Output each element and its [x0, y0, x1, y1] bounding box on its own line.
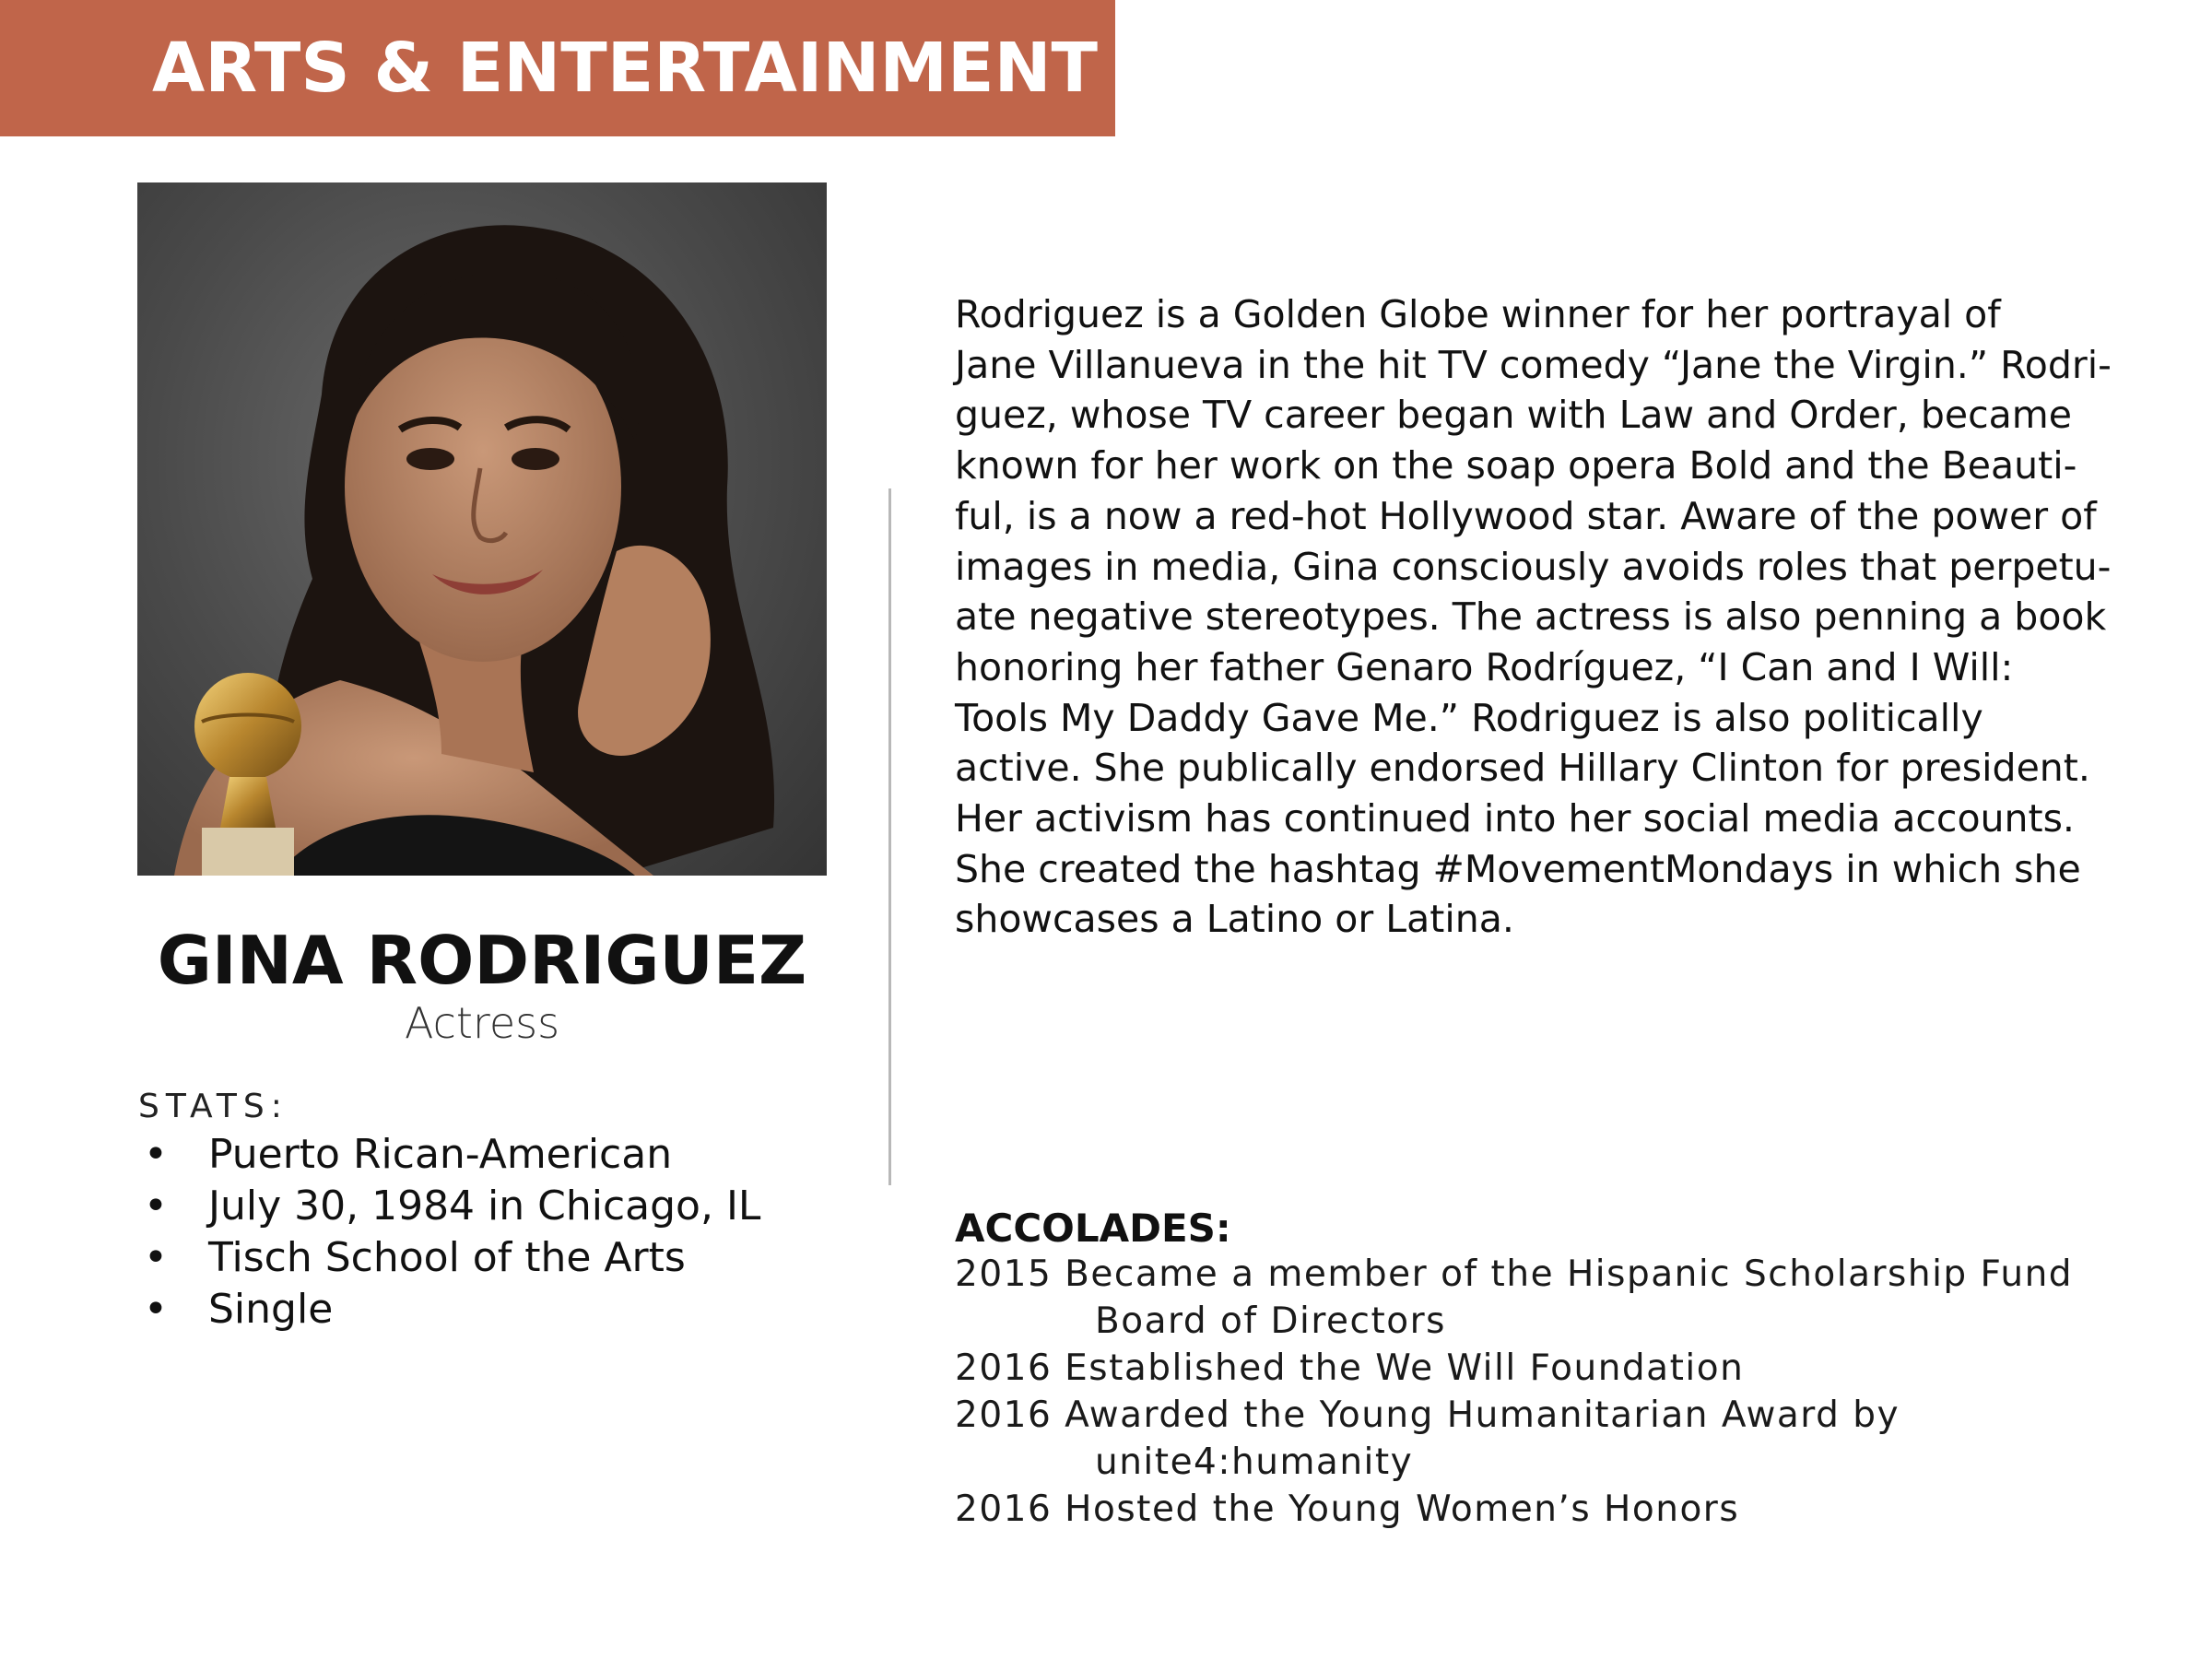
stats-item-text: Puerto Rican-American [208, 1131, 673, 1178]
bio-line: honoring her father Genaro Rodríguez, “I Can and I Will: [955, 644, 2014, 689]
stats-label: STATS: [138, 1088, 288, 1125]
bio-line: images in media, Gina consciously avoids roles that perpetu- [955, 544, 2112, 589]
accolade-line: 2015 Became a member of the Hispanic Scholarship Fund [955, 1253, 2074, 1295]
bullet-icon: • [144, 1131, 168, 1178]
bullet-icon: • [144, 1286, 168, 1333]
accolade-line: 2016 Hosted the Young Women’s Honors [955, 1488, 1740, 1530]
bio-line: Her activism has continued into her social media accounts. [955, 796, 2075, 841]
person-role: Actress [404, 998, 560, 1048]
bio-line: Jane Villanueva in the hit TV comedy “Jane the Virgin.” Rodri- [955, 342, 2112, 387]
bullet-icon: • [144, 1234, 168, 1281]
portrait-photo [137, 182, 827, 876]
stats-list [138, 1129, 760, 1335]
accolade-line-continued: Board of Directors [1095, 1300, 1446, 1342]
stats-item [138, 1181, 760, 1232]
biography-text [955, 289, 2125, 945]
accolade-line: 2016 Established the We Will Foundation [955, 1347, 1745, 1389]
accolade-line: 2016 Awarded the Young Humanitarian Award by [955, 1394, 1900, 1436]
bio-line: showcases a Latino or Latina. [955, 897, 1514, 942]
stats-item-text: July 30, 1984 in Chicago, IL [208, 1182, 761, 1230]
accolades-list [955, 1251, 2153, 1533]
bio-line: Rodriguez is a Golden Globe winner for her portrayal of [955, 292, 2001, 336]
section-banner [0, 0, 1115, 136]
section-title: ARTS & ENTERTAINMENT [152, 29, 1098, 108]
bio-line: ful, is a now a red-hot Hollywood star. Aware of the power of [955, 493, 2097, 538]
stats-item [138, 1129, 760, 1181]
accolade-line-continued: unite4:humanity [1095, 1441, 1414, 1483]
bio-line: She created the hashtag #MovementMondays in which she [955, 846, 2081, 891]
column-divider [888, 488, 891, 1185]
bio-line: Tools My Daddy Gave Me.” Rodriguez is also politically [955, 695, 1983, 740]
stats-item [138, 1284, 760, 1335]
bullet-icon: • [144, 1182, 168, 1230]
bio-line: active. She publically endorsed Hillary Clinton for president. [955, 746, 2090, 791]
person-name: GINA RODRIGUEZ [157, 922, 807, 999]
stats-item-text: Tisch School of the Arts [208, 1234, 686, 1281]
bio-line: ate negative stereotypes. The actress is also penning a book [955, 594, 2107, 640]
bio-line: guez, whose TV career began with Law and Order, became [955, 393, 2072, 438]
stats-item [138, 1232, 760, 1284]
bio-line: known for her work on the soap opera Bold and the Beauti- [955, 443, 2077, 488]
accolades-title: ACCOLADES: [955, 1206, 1231, 1251]
stats-item-text: Single [208, 1286, 334, 1333]
